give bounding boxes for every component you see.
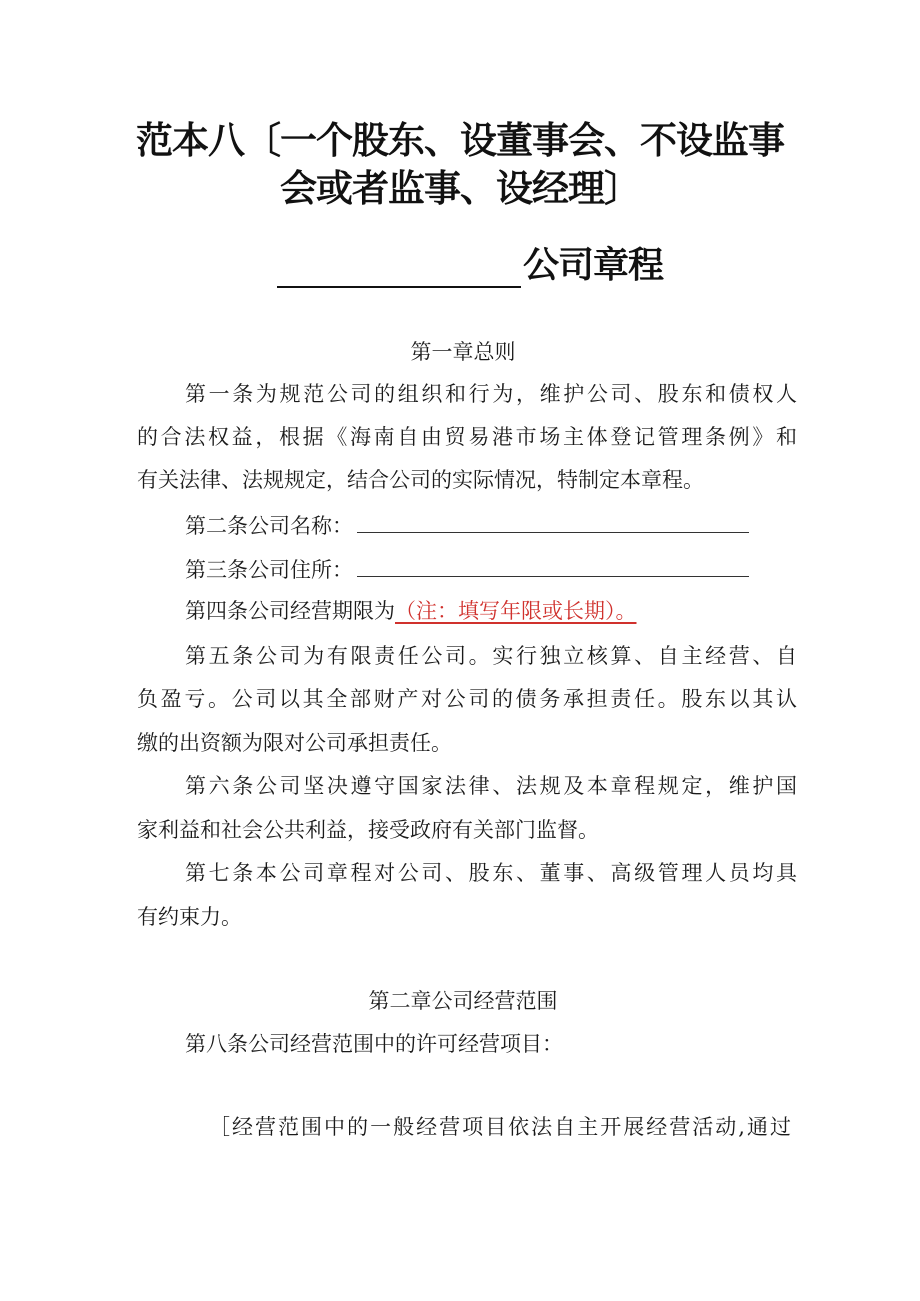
article-8: 第八条公司经营范围中的许可经营项目： bbox=[185, 1032, 563, 1056]
article-4-period: 。 bbox=[615, 599, 637, 623]
document-title-line-2: 会或者监事、设经理〕 bbox=[280, 167, 640, 210]
article-4 bbox=[185, 597, 797, 625]
article-5-line-3: 缴的出资额为限对公司承担责任。 bbox=[137, 731, 452, 755]
company-name-blank[interactable] bbox=[277, 250, 521, 288]
chapter-1-heading: 第一章总则 bbox=[410, 340, 516, 364]
article-1-line-2: 的合法权益，根据《海南自由贸易港市场主体登记管理条例》和 bbox=[137, 425, 797, 449]
article-2-label: 第二条公司名称： bbox=[185, 514, 353, 538]
article-2 bbox=[185, 510, 797, 540]
article-5-line-1: 第五条公司为有限责任公司。实行独立核算、自主经营、自 bbox=[185, 644, 797, 668]
article-3 bbox=[185, 554, 797, 584]
article-7-line-2: 有约束力。 bbox=[137, 905, 242, 929]
article-6-line-2: 家利益和社会公共利益，接受政府有关部门监督。 bbox=[137, 818, 599, 842]
article-1-line-1: 第一条为规范公司的组织和行为，维护公司、股东和债权人 bbox=[185, 382, 797, 406]
article-4-note: （注：填写年限或长期） bbox=[395, 599, 616, 623]
article-5-line-2: 负盈亏。公司以其全部财产对公司的债务承担责任。股东以其认 bbox=[137, 687, 797, 711]
general-scope-line: ［经营范围中的一般经营项目依法自主开展经营活动,通过 bbox=[209, 1115, 791, 1139]
article-1-line-3: 有关法律、法规规定，结合公司的实际情况，特制定本章程。 bbox=[137, 468, 704, 492]
document-title-line-1: 范本八〔一个股东、设董事会、不设监事 bbox=[136, 119, 784, 162]
chapter-2-heading: 第二章公司经营范围 bbox=[368, 989, 558, 1013]
article-3-label: 第三条公司住所： bbox=[185, 558, 353, 582]
company-charter-label: 公司章程 bbox=[523, 245, 664, 286]
article-6-line-1: 第六条公司坚决遵守国家法律、法规及本章程规定，维护国 bbox=[185, 774, 797, 798]
article-4-label: 第四条公司经营期限为 bbox=[185, 599, 395, 623]
article-7-line-1: 第七条本公司章程对公司、股东、董事、高级管理人员均具 bbox=[185, 861, 797, 885]
company-name-field[interactable] bbox=[357, 510, 749, 533]
company-address-field[interactable] bbox=[357, 554, 749, 577]
company-charter-heading bbox=[277, 242, 663, 288]
